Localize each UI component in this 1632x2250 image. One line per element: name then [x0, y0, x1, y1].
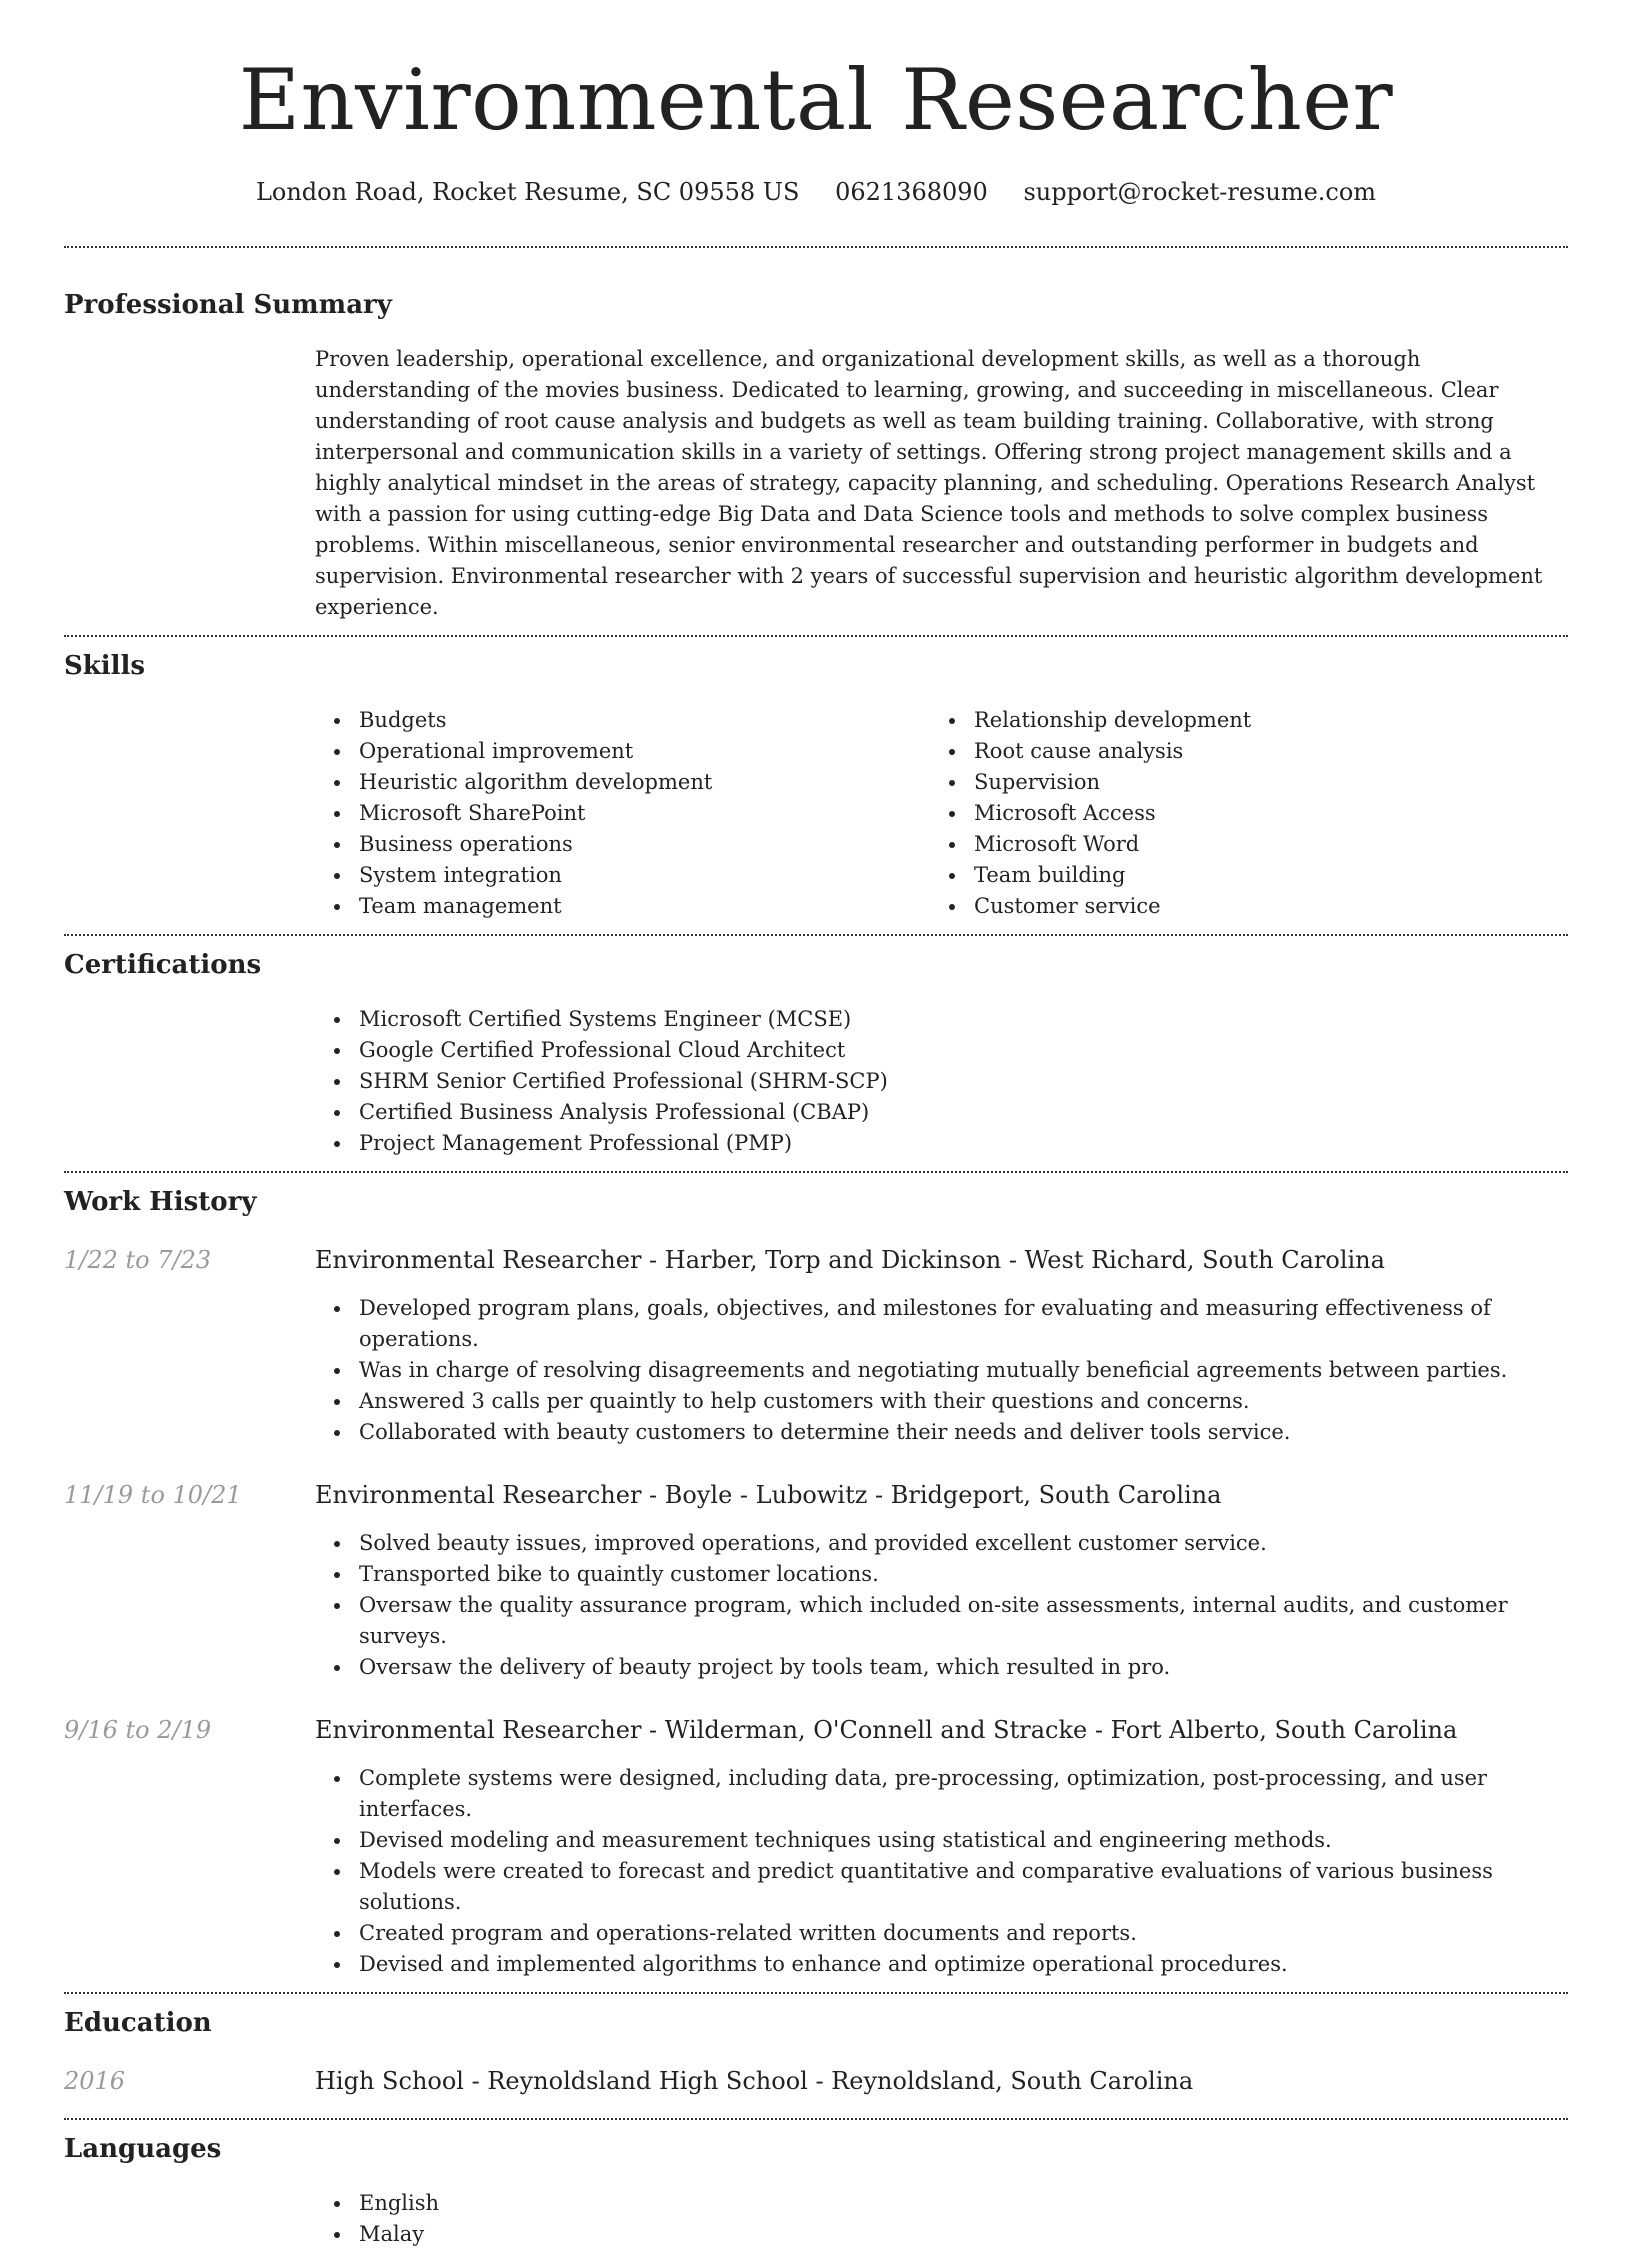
- job-bullet: Complete systems were designed, including data, pre-processing, optimization, post-processing, and user interfaces.: [315, 1763, 1568, 1825]
- job-date: 11/19 to 10/21: [64, 1481, 242, 1509]
- certifications-list: [315, 1004, 1568, 1171]
- job-entry: [64, 1243, 1568, 1448]
- job-bullet: Solved beauty issues, improved operations, and provided excellent customer service.: [315, 1528, 1568, 1559]
- job-header: [64, 1243, 1568, 1277]
- certification-item: SHRM Senior Certified Professional (SHRM-SCP): [315, 1066, 1568, 1097]
- job-title: Environmental Researcher - Wilderman, O'Connell and Stracke - Fort Alberto, South Carolina: [315, 1716, 1458, 1744]
- job-date: 1/22 to 7/23: [64, 1246, 212, 1274]
- job-bullet: Oversaw the quality assurance program, which included on-site assessments, internal audits, and customer surveys.: [315, 1590, 1568, 1652]
- work-history-title: Work History: [64, 1187, 257, 1217]
- skill-item: Operational improvement: [315, 736, 930, 767]
- skill-item: Microsoft SharePoint: [315, 798, 930, 829]
- job-bullet: Devised and implemented algorithms to enhance and optimize operational procedures.: [315, 1949, 1568, 1980]
- skills-column-left: [315, 705, 930, 922]
- contact-phone: 0621368090: [835, 178, 988, 206]
- skill-item: Budgets: [315, 705, 930, 736]
- skills-list: [315, 705, 1568, 934]
- language-item: Malay: [315, 2219, 1568, 2250]
- skill-item: Business operations: [315, 829, 930, 860]
- certification-item: Certified Business Analysis Professional (CBAP): [315, 1097, 1568, 1128]
- job-header: [64, 1713, 1568, 1747]
- job-title: Environmental Researcher - Boyle - Lubowitz - Bridgeport, South Carolina: [315, 1481, 1222, 1509]
- job-bullet: Oversaw the delivery of beauty project by tools team, which resulted in pro.: [315, 1652, 1568, 1683]
- education-date: 2016: [64, 2067, 126, 2095]
- job-bullet: Transported bike to quaintly customer locations.: [315, 1559, 1568, 1590]
- language-item: English: [315, 2188, 1568, 2219]
- languages-title: Languages: [64, 2134, 222, 2164]
- divider: [64, 1992, 1568, 1994]
- job-bullet: Models were created to forecast and predict quantitative and comparative evaluations of various business solutions.: [315, 1856, 1568, 1918]
- job-bullet: Was in charge of resolving disagreements and negotiating mutually beneficial agreements between parties.: [315, 1355, 1568, 1386]
- education-degree: High School - Reynoldsland High School - Reynoldsland, South Carolina: [315, 2067, 1194, 2095]
- skill-item: Supervision: [930, 767, 1545, 798]
- skill-item: Microsoft Access: [930, 798, 1545, 829]
- job-bullets: [315, 1293, 1568, 1448]
- job-header: [64, 1478, 1568, 1512]
- candidate-name: Environmental Researcher: [238, 51, 1394, 149]
- education-title: Education: [64, 2008, 212, 2038]
- job-bullet: Devised modeling and measurement techniques using statistical and engineering methods.: [315, 1825, 1568, 1856]
- job-bullet: Collaborated with beauty customers to determine their needs and deliver tools service.: [315, 1417, 1568, 1448]
- skill-item: System integration: [315, 860, 930, 891]
- skills-title: Skills: [64, 651, 146, 681]
- languages-list: [315, 2188, 1568, 2250]
- job-bullet: Created program and operations-related written documents and reports.: [315, 1918, 1568, 1949]
- divider: [64, 934, 1568, 936]
- divider: [64, 635, 1568, 637]
- education-entry: [64, 2064, 1568, 2118]
- summary-text: Proven leadership, operational excellence, and organizational development skills, as well as a thorough understanding of the movies business. Dedicated to learning, growing, and succeeding in miscellaneous. Clear understanding of root cause analysis and budgets as well as team building training. Collaborative, with strong interpersonal and communication skills in a variety of settings. Offering strong project management skills and a highly analytical mindset in the areas of strategy, capacity planning, and scheduling. Operations Research Analyst with a passion for using cutting-edge Big Data and Data Science tools and methods to solve complex business problems. Within miscellaneous, senior environmental researcher and outstanding performer in budgets and supervision. Environmental researcher with 2 years of successful supervision and heuristic algorithm development experience.: [315, 347, 1543, 619]
- divider: [64, 2118, 1568, 2120]
- summary-title: Professional Summary: [64, 290, 392, 320]
- skill-item: Microsoft Word: [930, 829, 1545, 860]
- job-entry: [64, 1713, 1568, 1980]
- contact-line: [64, 176, 1568, 208]
- job-bullet: Answered 3 calls per quaintly to help customers with their questions and concerns.: [315, 1386, 1568, 1417]
- certifications-title: Certifications: [64, 950, 262, 980]
- certification-item: Google Certified Professional Cloud Architect: [315, 1035, 1568, 1066]
- certification-item: Microsoft Certified Systems Engineer (MCSE): [315, 1004, 1568, 1035]
- skill-item: Team management: [315, 891, 930, 922]
- certification-item: Project Management Professional (PMP): [315, 1128, 1568, 1159]
- job-title: Environmental Researcher - Harber, Torp and Dickinson - West Richard, South Carolina: [315, 1246, 1385, 1274]
- job-bullet: Developed program plans, goals, objectives, and milestones for evaluating and measuring effectiveness of operations.: [315, 1293, 1568, 1355]
- divider: [64, 246, 1568, 248]
- job-bullets: [315, 1528, 1568, 1683]
- divider: [64, 1171, 1568, 1173]
- skill-item: Root cause analysis: [930, 736, 1545, 767]
- job-date: 9/16 to 2/19: [64, 1716, 212, 1744]
- contact-email: support@rocket-resume.com: [1023, 178, 1377, 206]
- job-bullets: [315, 1763, 1568, 1980]
- work-history: [64, 1243, 1568, 1992]
- skill-item: Customer service: [930, 891, 1545, 922]
- skill-item: Heuristic algorithm development: [315, 767, 930, 798]
- skill-item: Relationship development: [930, 705, 1545, 736]
- job-entry: [64, 1478, 1568, 1683]
- skills-column-right: [930, 705, 1545, 922]
- skill-item: Team building: [930, 860, 1545, 891]
- contact-address: London Road, Rocket Resume, SC 09558 US: [255, 178, 800, 206]
